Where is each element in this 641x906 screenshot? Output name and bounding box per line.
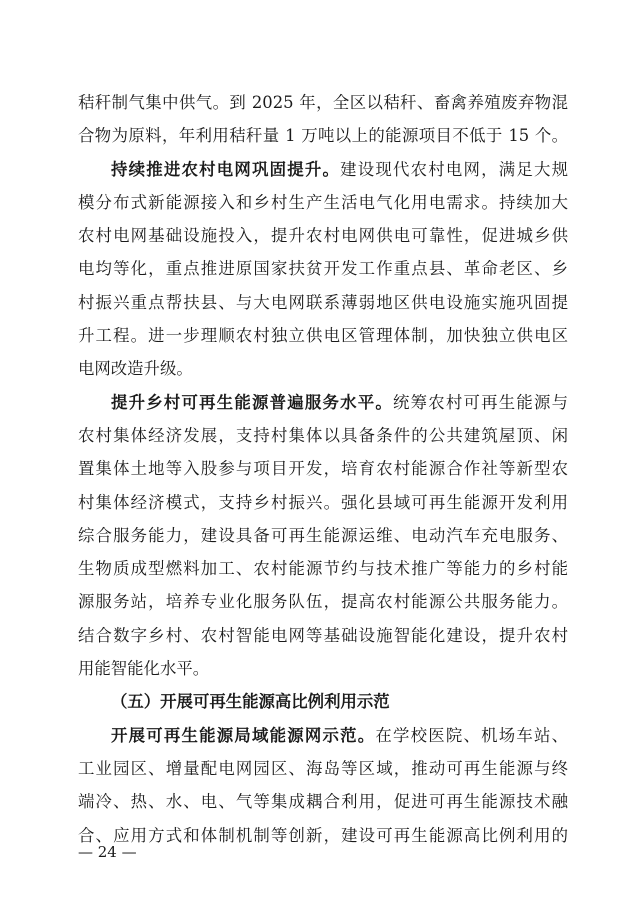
paragraph-first-line: [78, 153, 568, 186]
body-line: 模分布式新能源接入和乡村生产生活电气化用电需求。持续加大: [78, 192, 568, 212]
body-line: 秸秆制气集中供气。到 2025 年，全区以秸秆、畜禽养殖废弃物混: [78, 93, 568, 112]
body-line: 农村电网基础设施投入，提升农村电网供电可靠性，促进城乡供: [78, 226, 568, 246]
body-line: 电网改造升级。: [78, 359, 193, 379]
body-line: 村集体经济模式，支持乡村振兴。强化县域可再生能源开发利用: [78, 492, 568, 512]
paragraph-heading: 提升乡村可再生能源普遍服务水平。: [111, 392, 393, 412]
paragraph-first-line: [78, 719, 568, 752]
body-line: 综合服务能力，建设具备可再生能源运维、电动汽车充电服务、: [78, 525, 568, 545]
paragraph-text: 在学校医院、机场车站、: [375, 725, 568, 745]
paragraph-heading: 开展可再生能源局域能源网示范。: [111, 725, 376, 745]
paragraph-text: 统筹农村可再生能源与: [393, 392, 568, 412]
body-line: 电均等化，重点推进原国家扶贫开发工作重点县、革命老区、乡: [78, 259, 568, 279]
body-line: 结合数字乡村、农村智能电网等基础设施智能化建设，提升农村: [78, 625, 568, 645]
body-line: 源服务站，培养专业化服务队伍，提高农村能源公共服务能力。: [78, 592, 568, 612]
paragraph-first-line: [78, 386, 568, 419]
body-line: 生物质成型燃料加工、农村能源节约与技术推广等能力的乡村能: [78, 559, 568, 579]
document-body: [78, 86, 568, 852]
body-line: 用能智能化水平。: [78, 659, 210, 679]
body-line: 端冷、热、水、电、气等集成耦合利用，促进可再生能源技术融: [78, 792, 568, 812]
body-line: 村振兴重点帮扶县、与大电网联系薄弱地区供电设施实施巩固提: [78, 292, 568, 312]
body-line: 置集体土地等入股参与项目开发，培育农村能源合作社等新型农: [78, 459, 568, 479]
body-line: 工业园区、增量配电网园区、海岛等区域，推动可再生能源与终: [78, 758, 568, 778]
body-line: 合、应用方式和体制机制等创新，建设可再生能源高比例利用的: [78, 825, 568, 845]
section-heading: （五）开展可再生能源高比例利用示范: [111, 692, 390, 712]
body-line: 合物为原料，年利用秸秆量 1 万吨以上的能源项目不低于 15 个。: [78, 126, 568, 146]
page-number: — 24 —: [78, 843, 137, 861]
paragraph-heading: 持续推进农村电网巩固提升。: [111, 159, 341, 179]
body-line: 农村集体经济发展，支持村集体以具备条件的公共建筑屋顶、闲: [78, 425, 568, 445]
paragraph-text: 建设现代农村电网，满足大规: [340, 159, 568, 179]
body-line: 升工程。进一步理顺农村独立供电区管理体制，加快独立供电区: [78, 326, 568, 346]
